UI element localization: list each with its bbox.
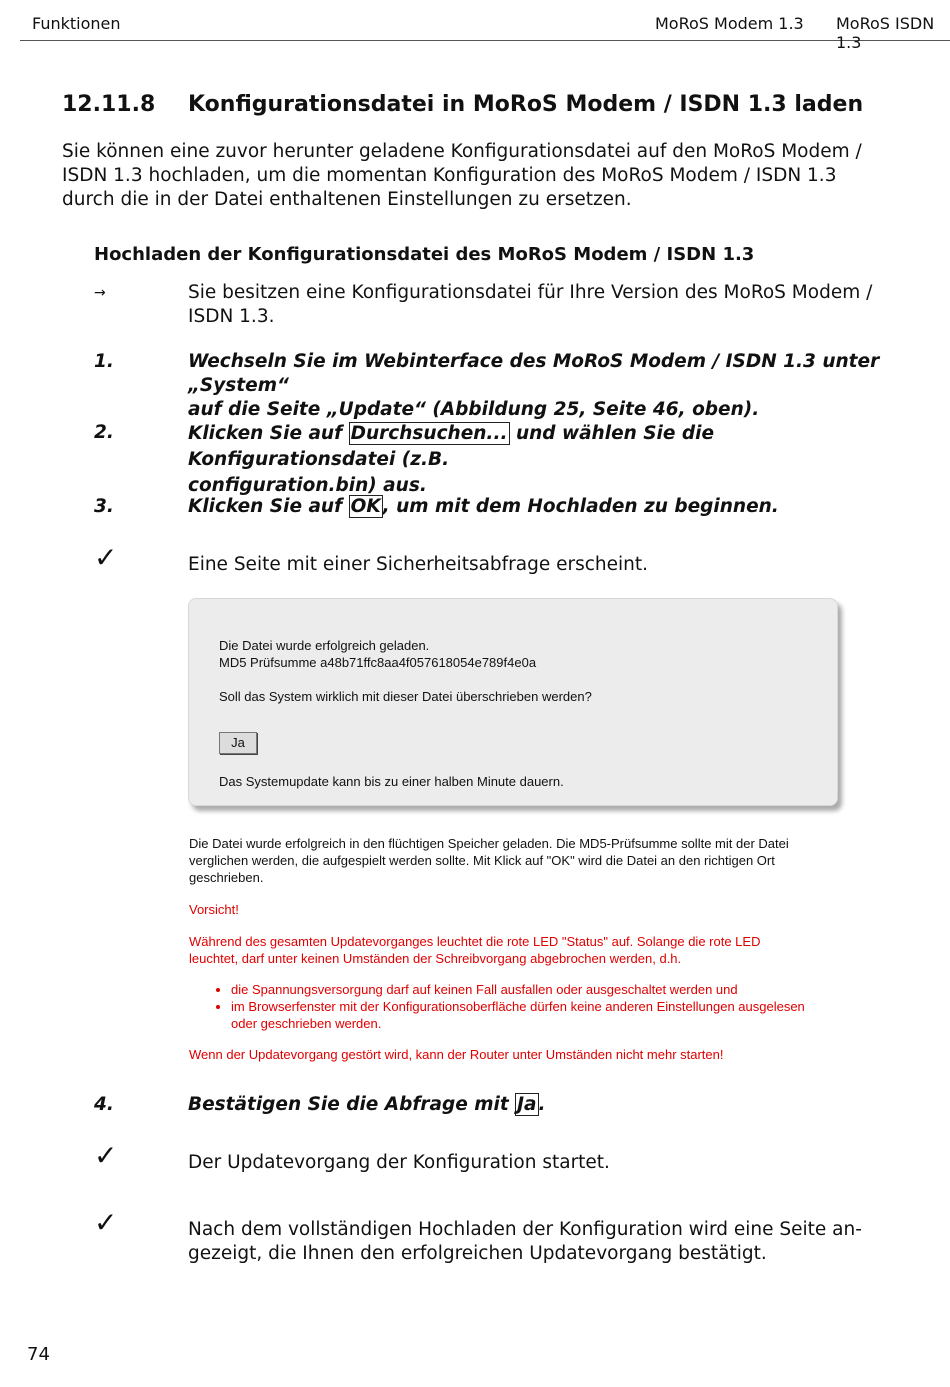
overwrite-question: Soll das System wirklich mit dieser Datei überschrieben werden? xyxy=(219,689,592,704)
step-number: 2. xyxy=(94,422,114,443)
step-text: Klicken Sie auf xyxy=(188,423,349,444)
info-paragraph xyxy=(189,835,849,886)
step-line: configuration.bin) aus. xyxy=(188,475,427,496)
upload-success-text: Die Datei wurde erfolgreich geladen. xyxy=(219,638,430,653)
warning-list xyxy=(189,981,849,1032)
intro-line: Sie können eine zuvor herunter geladene Konfigurationsdatei auf den MoRoS Modem / xyxy=(62,141,862,162)
list-item-text: im Browserfenster mit der Konfigurationsoberfläche dürfen keine anderen Einstellungen ausgelesen xyxy=(231,999,805,1014)
step-number: 3. xyxy=(94,496,114,517)
step-text: Klicken Sie auf xyxy=(188,496,349,517)
section-title: Konfigurationsdatei in MoRoS Modem / ISDN 1.3 laden xyxy=(188,92,864,117)
page-header xyxy=(20,12,950,52)
page-number: 74 xyxy=(27,1344,50,1365)
result-line: Nach dem vollständigen Hochladen der Konfiguration wird eine Seite an- xyxy=(188,1219,862,1240)
arrow-icon: → xyxy=(94,285,106,301)
header-product-isdn: MoRoS ISDN 1.3 xyxy=(836,14,935,52)
intro-paragraph xyxy=(62,140,902,212)
list-item xyxy=(231,998,849,1032)
step-text: Bestätigen Sie die Abfrage mit xyxy=(188,1094,516,1115)
md5-checksum-text: MD5 Prüfsumme a48b71ffc8aa4f057618054e789f4e0a xyxy=(219,655,537,670)
warning-line: leuchtet, darf unter keinen Umständen der Schreibvorgang abgebrochen werden, d.h. xyxy=(189,951,682,966)
intro-line: durch die in der Datei enthaltenen Einstellungen zu ersetzen. xyxy=(62,189,632,210)
header-product-modem: MoRoS Modem 1.3 xyxy=(655,14,804,33)
header-section: Funktionen xyxy=(32,14,121,33)
info-line: verglichen werden, die aufgespielt werden sollte. Mit Klick auf "OK" wird die Datei an den richtigen Ort xyxy=(189,853,775,868)
ja-key: Ja xyxy=(517,1094,537,1115)
intro-line: ISDN 1.3 hochladen, um die momentan Konfiguration des MoRoS Modem / ISDN 1.3 xyxy=(62,165,837,186)
browse-key: Durchsuchen... xyxy=(350,423,508,444)
step-number: 4. xyxy=(94,1094,114,1115)
warning-title: Vorsicht! xyxy=(189,902,239,917)
info-line: Die Datei wurde erfolgreich in den flüchtigen Speicher geladen. Die MD5-Prüfsumme sollte mit der Datei xyxy=(189,836,789,851)
step-number: 1. xyxy=(94,351,114,372)
prereq-line: Sie besitzen eine Konfigurationsdatei für Ihre Version des MoRoS Modem / xyxy=(188,282,873,303)
confirmation-screenshot xyxy=(188,598,838,806)
subheading: Hochladen der Konfigurationsdatei des MoRoS Modem / ISDN 1.3 xyxy=(94,244,755,265)
check-icon: ✓ xyxy=(94,1139,118,1172)
ok-key: OK xyxy=(350,496,381,517)
prereq-line: ISDN 1.3. xyxy=(188,306,275,327)
step-line: Wechseln Sie im Webinterface des MoRoS Modem / ISDN 1.3 unter „System“ xyxy=(188,351,880,396)
section-heading xyxy=(62,92,863,117)
ja-button[interactable]: Ja xyxy=(219,732,257,754)
check-icon: ✓ xyxy=(94,1206,118,1239)
final-warning: Wenn der Updatevorgang gestört wird, kann der Router unter Umständen nicht mehr starten! xyxy=(189,1047,724,1062)
section-number: 12.11.8 xyxy=(62,92,156,117)
step-text: und wählen Sie die Konfigurationsdatei (z.B. xyxy=(188,423,715,470)
info-line: geschrieben. xyxy=(189,870,264,885)
list-item-text: oder geschrieben werden. xyxy=(231,1016,382,1031)
step-text: , um mit dem Hochladen zu beginnen. xyxy=(382,496,779,517)
duration-note: Das Systemupdate kann bis zu einer halben Minute dauern. xyxy=(219,774,564,789)
check-icon: ✓ xyxy=(94,541,118,574)
result-line: gezeigt, die Ihnen den erfolgreichen Updatevorgang bestätigt. xyxy=(188,1243,767,1264)
step-text: . xyxy=(538,1094,546,1115)
warning-line: Während des gesamten Updatevorganges leuchtet die rote LED "Status" auf. Solange die rote LED xyxy=(189,934,761,949)
step-line: auf die Seite „Update“ (Abbildung 25, Seite 46, oben). xyxy=(188,399,760,420)
result-text: Eine Seite mit einer Sicherheitsabfrage erscheint. xyxy=(188,554,649,575)
result-text: Der Updatevorgang der Konfiguration startet. xyxy=(188,1152,610,1173)
list-item: • die Spannungsversorgung darf auf keinen Fall ausfallen oder ausgeschaltet werden und xyxy=(231,981,849,998)
warning-body xyxy=(189,933,849,967)
